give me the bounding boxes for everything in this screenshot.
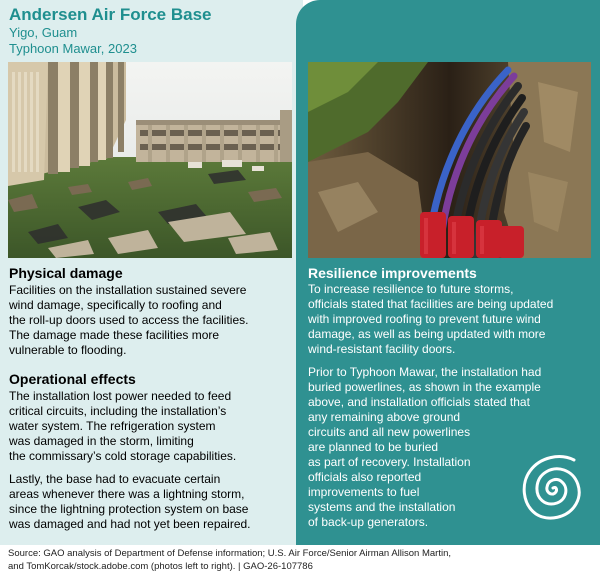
damage-photo	[8, 62, 292, 258]
source-note: Source: GAO analysis of Department of Defense information; U.S. Air Force/Senior Airman Allison Martin, and TomKorcak/stock.adobe.com (photos left to right). | GAO-26-107786	[8, 548, 451, 572]
event-subtitle: Typhoon Mawar, 2023	[9, 41, 137, 56]
conduit-photo	[308, 62, 591, 258]
physical-damage-heading: Physical damage	[9, 265, 123, 281]
location-subtitle: Yigo, Guam	[9, 25, 78, 40]
operational-effects-text-2: Lastly, the base had to evacuate certain areas whenever there was a lightning storm, since the lightning protection system on base was damaged and had not yet been repaired.	[9, 472, 251, 531]
resilience-text-2: Prior to Typhoon Mawar, the installation had buried powerlines, as shown in the example above, and installation officials stated that any remaining above ground circuits and all new powerlines are planned to be buried as part of recovery. Installation officials also reported improvements to fuel systems and the installation of back-up generators.	[308, 365, 542, 529]
typhoon-spiral-icon	[512, 440, 594, 532]
page-title: Andersen Air Force Base	[9, 5, 212, 24]
resilience-text-1: To increase resilience to future storms, officials stated that facilities are being updated with improved roofing to prevent future wind damage, as well as being updated with more wind-resistant facility doors.	[308, 282, 554, 356]
resilience-heading: Resilience improvements	[308, 265, 477, 281]
physical-damage-text: Facilities on the installation sustained severe wind damage, specifically to roofing and the roll-up doors used to access the facilities. The damage made these facilities more vulnerable to flooding.	[9, 283, 249, 357]
operational-effects-text-1: The installation lost power needed to feed critical circuits, including the installation’s water system. The refrigeration system was damaged in the storm, limiting the commissary’s cold storage capabilities.	[9, 389, 237, 463]
operational-effects-heading: Operational effects	[9, 371, 136, 387]
